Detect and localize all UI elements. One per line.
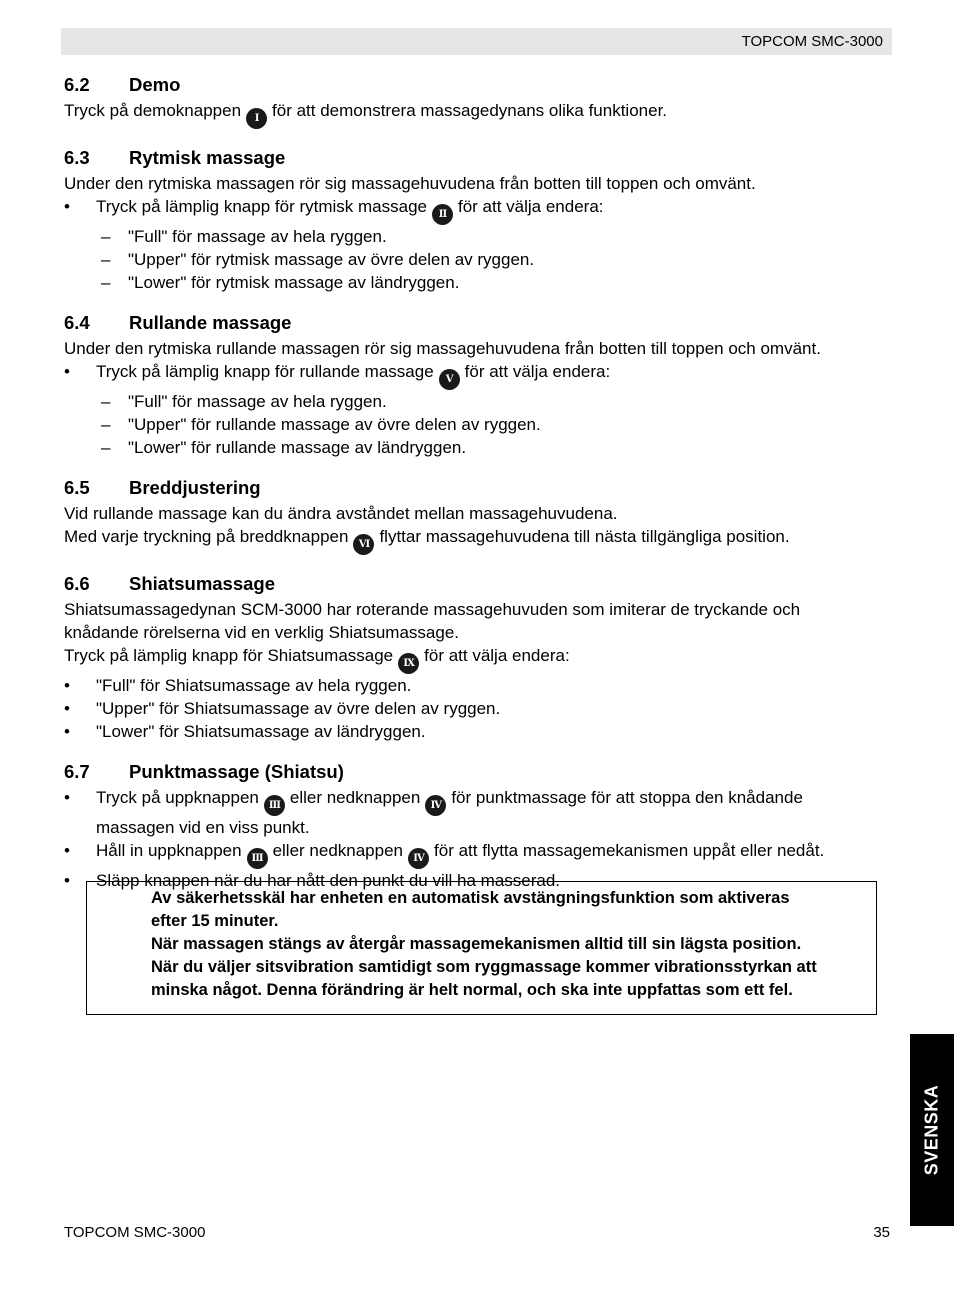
section-number: 6.2	[64, 74, 90, 95]
notice-line: Av säkerhetsskäl har enheten en automatisk avstängningsfunktion som aktiveras	[151, 889, 790, 907]
bullet-marker: •	[64, 871, 70, 890]
bullet-marker: •	[64, 699, 70, 718]
line-text: eller nedknappen	[289, 788, 421, 807]
line-text: "Lower" för rullande massage av ländryggen.	[128, 438, 467, 457]
section-title: Breddjustering	[129, 477, 261, 498]
dash-marker: –	[101, 273, 111, 292]
line-text: "Full" för massage av hela ryggen.	[128, 227, 387, 246]
notice-line: När du väljer sitsvibration samtidigt som ryggmassage kommer vibrationsstyrkan att	[151, 958, 817, 976]
line-text: för att välja endera:	[464, 362, 611, 381]
list-item	[64, 786, 894, 816]
dash-marker: –	[101, 438, 111, 457]
paragraph-line	[64, 816, 894, 839]
line-text: Vid rullande massage kan du ändra avståndet mellan massagehuvudena.	[64, 504, 618, 523]
line-text: Tryck på lämplig knapp för rytmisk massage	[96, 197, 427, 216]
sub-list-item	[64, 271, 894, 294]
line-text: "Lower" för Shiatsumassage av ländryggen.	[96, 722, 426, 741]
line-text: "Upper" för rullande massage av övre delen av ryggen.	[128, 415, 541, 434]
list-item	[64, 720, 894, 743]
sub-list-item	[64, 413, 894, 436]
section-6-3	[64, 147, 894, 294]
section-title: Demo	[129, 74, 181, 95]
section-number: 6.3	[64, 147, 90, 168]
button-iii-icon: III	[264, 795, 285, 816]
paragraph-line	[64, 502, 894, 525]
section-title: Punktmassage (Shiatsu)	[129, 761, 344, 782]
bullet-marker: •	[64, 841, 70, 860]
line-text: "Upper" för Shiatsumassage av övre delen av ryggen.	[96, 699, 501, 718]
paragraph-line	[64, 525, 894, 555]
sub-list-item	[64, 225, 894, 248]
button-iii-icon: III	[247, 848, 268, 869]
notice-box	[86, 881, 877, 1015]
section-number: 6.5	[64, 477, 90, 498]
paragraph-line	[64, 621, 894, 644]
notice-text	[151, 887, 874, 1002]
section-title: Shiatsumassage	[129, 573, 276, 594]
footer-model: TOPCOM SMC-3000	[64, 1224, 206, 1241]
section-title: Rullande massage	[129, 312, 292, 333]
paragraph-line	[64, 172, 894, 195]
line-text: Med varje tryckning på breddknappen	[64, 527, 349, 546]
section-number: 6.7	[64, 761, 90, 782]
section-6-5	[64, 477, 894, 555]
paragraph-line	[64, 598, 894, 621]
line-text: eller nedknappen	[272, 841, 404, 860]
sub-list-item	[64, 390, 894, 413]
section-number: 6.4	[64, 312, 90, 333]
section-heading	[64, 573, 894, 595]
section-heading	[64, 147, 894, 169]
paragraph-line	[64, 644, 894, 674]
section-6-6	[64, 573, 894, 743]
notice-line: När massagen stängs av återgår massagemekanismen alltid till sin lägsta position.	[151, 935, 802, 953]
list-item	[64, 697, 894, 720]
line-text: Tryck på lämplig knapp för rullande massage	[96, 362, 434, 381]
line-text: "Upper" för rytmisk massage av övre delen av ryggen.	[128, 250, 535, 269]
button-iv-icon: IV	[425, 795, 446, 816]
line-text: "Full" för massage av hela ryggen.	[128, 392, 387, 411]
list-item	[64, 839, 894, 869]
button-vi-icon: VI	[353, 534, 374, 555]
line-text: Tryck på demoknappen	[64, 101, 242, 120]
line-text: för att flytta massagemekanismen uppåt eller nedåt.	[434, 841, 825, 860]
paragraph-line	[64, 337, 894, 360]
sub-list-item	[64, 436, 894, 459]
button-iv-icon: IV	[408, 848, 429, 869]
line-text: för att välja endera:	[457, 197, 604, 216]
line-text: massagen vid en viss punkt.	[96, 818, 310, 837]
line-text: för att demonstrera massagedynans olika funktioner.	[272, 101, 668, 120]
line-text: Håll in uppknappen	[96, 841, 242, 860]
sub-list-item	[64, 248, 894, 271]
dash-marker: –	[101, 415, 111, 434]
section-6-4	[64, 312, 894, 459]
language-label: SVENSKA	[921, 1084, 942, 1176]
line-text: flyttar massagehuvudena till nästa tillgängliga position.	[379, 527, 790, 546]
line-text: Tryck på uppknappen	[96, 788, 259, 807]
page-number: 35	[873, 1224, 890, 1241]
language-tab	[910, 1034, 954, 1226]
section-heading	[64, 74, 894, 96]
bullet-marker: •	[64, 676, 70, 695]
section-6-2	[64, 74, 894, 129]
line-text: Under den rytmiska rullande massagen rör sig massagehuvudena från botten till toppen och omvänt.	[64, 339, 821, 358]
line-text: Tryck på lämplig knapp för Shiatsumassage	[64, 646, 394, 665]
notice-line: efter 15 minuter.	[151, 912, 279, 930]
button-i-icon: I	[246, 108, 267, 129]
section-heading	[64, 312, 894, 334]
content	[64, 74, 894, 910]
dash-marker: –	[101, 250, 111, 269]
list-item	[64, 360, 894, 390]
line-text: Släpp knappen när du har nått den punkt du vill ha masserad.	[96, 871, 561, 890]
bullet-marker: •	[64, 362, 70, 381]
header-bar	[61, 28, 892, 55]
line-text: "Lower" för rytmisk massage av ländryggen.	[128, 273, 460, 292]
button-ix-icon: IX	[398, 653, 419, 674]
line-text: för att välja endera:	[424, 646, 570, 665]
button-v-icon: V	[439, 369, 460, 390]
button-ii-icon: II	[432, 204, 453, 225]
header-model: TOPCOM SMC-3000	[741, 33, 883, 50]
section-heading	[64, 477, 894, 499]
notice-line: minska något. Denna förändring är helt normal, och ska inte uppfattas som ett fel.	[151, 981, 793, 999]
list-item	[64, 674, 894, 697]
dash-marker: –	[101, 227, 111, 246]
section-heading	[64, 761, 894, 783]
section-title: Rytmisk massage	[129, 147, 286, 168]
line-text: "Full" för Shiatsumassage av hela ryggen.	[96, 676, 412, 695]
bullet-marker: •	[64, 722, 70, 741]
bullet-marker: •	[64, 788, 70, 807]
paragraph-line	[64, 99, 894, 129]
section-6-7	[64, 761, 894, 892]
bullet-marker: •	[64, 197, 70, 216]
list-item	[64, 195, 894, 225]
line-text: knådande rörelserna vid en verklig Shiatsumassage.	[64, 623, 460, 642]
section-number: 6.6	[64, 573, 90, 594]
line-text: för punktmassage för att stoppa den knådande	[451, 788, 803, 807]
line-text: Under den rytmiska massagen rör sig massagehuvudena från botten till toppen och omvänt.	[64, 174, 756, 193]
line-text: Shiatsumassagedynan SCM-3000 har roterande massagehuvuden som imiterar de tryckande och	[64, 600, 801, 619]
dash-marker: –	[101, 392, 111, 411]
